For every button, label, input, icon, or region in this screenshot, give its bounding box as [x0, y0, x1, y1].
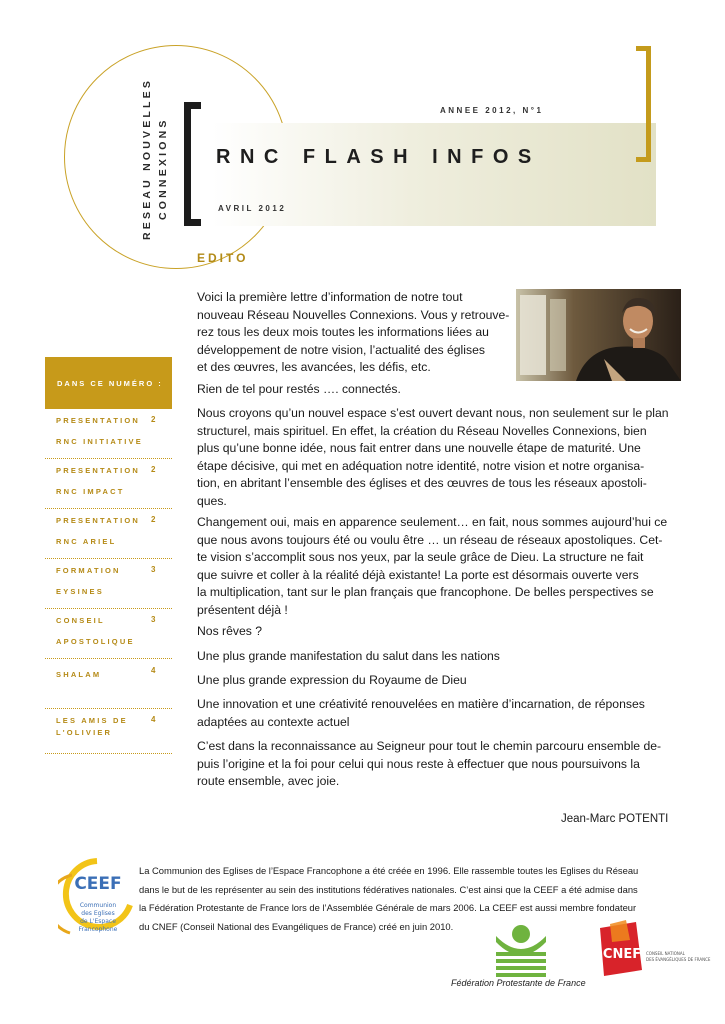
toc-page-number: 2: [151, 415, 156, 424]
text-line: nouveau Réseau Nouvelles Connexions. Vous y retrouve-: [197, 307, 510, 322]
toc-label-line1: PRESENTATION: [56, 516, 141, 525]
text-line: ques.: [197, 493, 227, 508]
text-line: puis l’origine et la foi pour celui qui nous reste à effectuer que nous poursuivons la: [197, 756, 640, 771]
toc-label: [56, 612, 156, 650]
paragraph-dream-3: [197, 696, 677, 731]
text-line: plus qu’une bonne idée, nous fait entrer dans une nouvelle étape de maturité. Une: [197, 441, 641, 455]
cnef-caption-2: DES ÉVANGÉLIQUES DE FRANCE: [646, 957, 711, 962]
issue-date: AVRIL 2012: [218, 204, 287, 213]
toc-item[interactable]: [45, 609, 172, 659]
text-line: adaptées au contexte actuel: [197, 714, 350, 729]
text-line: et des œuvres, les avancées, les défis, etc.: [197, 360, 431, 374]
toc-page-number: 2: [151, 465, 156, 474]
toc-label: [56, 562, 156, 600]
toc-item[interactable]: [45, 459, 172, 509]
text-line: la Fédération Protestante de France lors de l’Assemblée Générale de mars 2006. La CEEF est aussi membre fondateur: [139, 902, 637, 913]
issue-number: ANNEE 2012, N°1: [440, 106, 544, 115]
ceef-logo-text: CEEF: [74, 874, 122, 894]
text-line: dans le but de les représenter au sein des institutions fédératives nationales. C’est ainsi que la CEEF a été admise dans: [139, 883, 638, 895]
paragraph-dreams: Nos rêves ?: [197, 624, 263, 638]
toc-item[interactable]: [45, 509, 172, 559]
toc-label-line2: RNC ARIEL: [56, 537, 117, 546]
fpf-logo: [492, 920, 550, 978]
toc-page-number: 2: [151, 515, 156, 524]
toc-label: [56, 712, 156, 741]
toc-item[interactable]: [45, 559, 172, 609]
text-line: que nous avons toujours été ou voulu être … un réseau de réseaux apostoliques. Cet-: [197, 532, 663, 547]
text-line: Changement oui, mais en apparence seulement… en fait, nous sommes aujourd’hui ce: [197, 515, 668, 529]
paragraph-intro: [197, 289, 511, 377]
toc-item[interactable]: [45, 659, 172, 709]
text-line: te vision s’accomplit sous nos yeux, par la seule grâce de Dieu. La structure ne fait: [197, 550, 644, 564]
toc-label-line2: L'OLIVIER: [56, 728, 113, 737]
toc-label: [56, 666, 156, 683]
toc-label-line2: APOSTOLIQUE: [56, 637, 135, 646]
fpf-caption: Fédération Protestante de France: [451, 978, 586, 988]
toc-label-line2: RNC INITIATIVE: [56, 437, 143, 446]
toc-label: [56, 512, 156, 550]
text-line: la multiplication, tant sur le plan français que francophone. De belles perspectives se: [197, 585, 654, 599]
ceef-caption-4: Francophone: [78, 926, 118, 933]
toc-label-line2: EYSINES: [56, 587, 104, 596]
paragraph-closing: [197, 738, 677, 791]
paragraph-dream-2: Une plus grande expression du Royaume de Dieu: [197, 673, 467, 687]
newsletter-title: RNC FLASH INFOS: [216, 146, 541, 168]
toc-label-line1: CONSEIL: [56, 616, 105, 625]
ceef-caption-1: Communion: [79, 902, 117, 909]
toc-label-line1: PRESENTATION: [56, 416, 141, 425]
text-line: que suivre et coller à la réalité déjà existante! La porte est désormais ouverte vers: [197, 567, 639, 582]
toc-label: [56, 412, 156, 450]
toc-page-number: 3: [151, 615, 156, 624]
toc-page-number: 4: [151, 666, 156, 675]
text-line: présentent déjà !: [197, 602, 288, 617]
toc-item[interactable]: [45, 409, 172, 459]
text-line: C’est dans la reconnaissance au Seigneur pour tout le chemin parcouru ensemble de-: [197, 739, 662, 753]
ceef-logo: [58, 855, 136, 963]
text-line: étape décisive, qui met en adéquation notre identité, notre vision et notre organisa-: [197, 458, 645, 473]
cnef-logo: [596, 920, 711, 980]
paragraph-dream-1: Une plus grande manifestation du salut dans les nations: [197, 649, 500, 663]
text-line: du CNEF (Conseil National des Evangéliques de France) créé en juin 2010.: [139, 920, 454, 932]
text-line: structurel, mais spirituel. En effet, la création du Réseau Novelles Connexions, bien: [197, 423, 647, 438]
toc-label-line1: FORMATION: [56, 566, 121, 575]
section-title: EDITO: [197, 251, 249, 265]
right-bracket: [636, 46, 651, 162]
network-name-line1: RESEAU NOUVELLES: [141, 77, 153, 240]
author-photo: [516, 289, 681, 381]
text-line: développement de notre vision, l’actualité des églises: [197, 342, 485, 357]
text-line: Voici la première lettre d’information de notre tout: [197, 290, 463, 304]
toc-page-number: 4: [151, 715, 156, 724]
text-line: Nous croyons qu’un nouvel espace s’est ouvert devant nous, non seulement sur le plan: [197, 406, 669, 420]
cnef-caption-1: CONSEIL NATIONAL: [646, 951, 685, 956]
toc-label-line2: RNC IMPACT: [56, 487, 125, 496]
text-line: La Communion des Eglises de l’Espace Francophone a été créée en 1996. Elle rassemble toutes les Eglises du Réseau: [139, 865, 639, 876]
paragraph-vision: [197, 405, 677, 510]
ceef-caption-3: de L'Espace: [80, 918, 116, 925]
network-name-line2: CONNEXIONS: [157, 117, 169, 220]
left-bracket: [184, 102, 201, 226]
toc-page-number: 3: [151, 565, 156, 574]
signature: Jean-Marc POTENTI: [561, 813, 669, 825]
toc-item[interactable]: [45, 709, 172, 754]
toc-label-line1: LES AMIS DE: [56, 716, 128, 725]
contents-header: [45, 357, 172, 409]
text-line: route ensemble, avec joie.: [197, 774, 340, 788]
toc-label: [56, 462, 156, 500]
text-line: rez tous les deux mois toutes les informations liées au: [197, 325, 489, 339]
toc-label-line1: PRESENTATION: [56, 466, 141, 475]
cnef-logo-text: CNEF: [602, 947, 642, 962]
paragraph-change: [197, 514, 677, 619]
table-of-contents: [45, 409, 172, 754]
paragraph-tagline: Rien de tel pour restés …. connectés.: [197, 382, 401, 396]
toc-label-line1: SHALAM: [56, 670, 102, 679]
text-line: tion, en abritant l’ensemble des églises et des œuvres de tous les réseaux apostoli-: [197, 476, 647, 490]
contents-heading: DANS CE NUMÉRO :: [57, 379, 163, 388]
text-line: Une innovation et une créativité renouvelées en matière d’incarnation, de réponses: [197, 697, 645, 711]
ceef-caption-2: des Eglises: [81, 910, 115, 917]
